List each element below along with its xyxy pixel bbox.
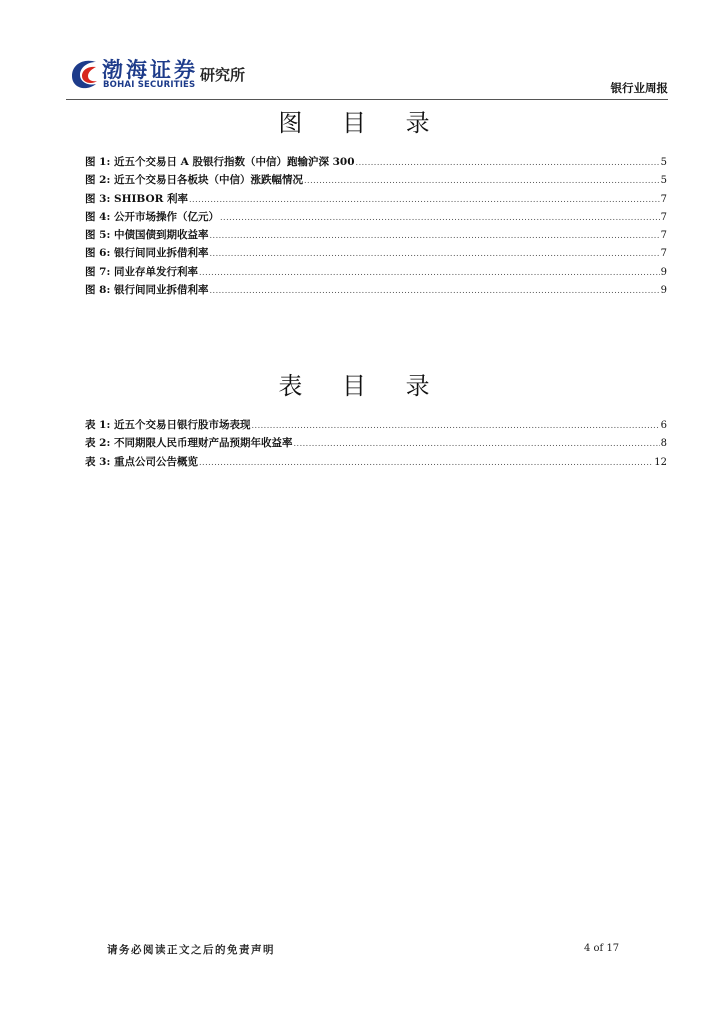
toc-entry-page: 7	[660, 193, 667, 205]
disclaimer-note: 请务必阅读正文之后的免责声明	[107, 944, 275, 956]
toc-entry-page: 7	[660, 230, 667, 242]
toc-entry-page: 7	[660, 211, 667, 223]
toc-entry-page: 5	[660, 175, 667, 187]
toc-entry-label: 图 3: SHIBOR 利率	[85, 192, 189, 205]
toc-leader-dots	[199, 268, 660, 277]
toc-entry-label: 图 8: 银行间同业拆借利率	[85, 284, 209, 297]
page-header	[66, 50, 668, 100]
toc-leader-dots	[220, 213, 660, 222]
toc-entry[interactable]	[85, 264, 667, 282]
table-list-title: 表 目 录	[278, 372, 446, 400]
table-list	[85, 417, 667, 472]
toc-entry[interactable]	[85, 417, 667, 435]
brand-name-en: BOHAI SECURITIES	[103, 80, 196, 90]
toc-leader-dots	[189, 195, 660, 204]
toc-entry-page: 9	[660, 285, 667, 297]
toc-entry[interactable]	[85, 227, 667, 245]
toc-leader-dots	[304, 176, 660, 185]
toc-entry[interactable]	[85, 435, 667, 453]
toc-entry-label: 图 1: 近五个交易日 A 股银行指数（中信）跑输沪深 300	[85, 156, 355, 168]
toc-entry-label: 图 7: 同业存单发行利率	[85, 265, 198, 278]
toc-entry-label: 表 3: 重点公司公告概览	[85, 455, 198, 468]
toc-entry[interactable]	[85, 209, 667, 227]
toc-entry-label: 图 4: 公开市场操作（亿元）	[85, 210, 219, 223]
toc-leader-dots	[199, 458, 653, 467]
toc-entry[interactable]	[85, 245, 667, 263]
toc-entry[interactable]	[85, 191, 667, 209]
toc-entry-page: 5	[660, 157, 667, 168]
toc-entry[interactable]	[85, 172, 667, 190]
institute-name: 研究所	[200, 66, 246, 84]
toc-entry-label: 图 2: 近五个交易日各板块（中信）涨跌幅情况	[85, 174, 303, 187]
toc-entry-page: 7	[660, 248, 667, 260]
toc-entry-page: 6	[660, 420, 667, 431]
toc-leader-dots	[252, 421, 660, 430]
report-type: 银行业周报	[610, 81, 668, 95]
toc-entry[interactable]	[85, 154, 667, 172]
figure-list	[85, 154, 667, 300]
toc-entry[interactable]	[85, 454, 667, 472]
figure-list-title: 图 目 录	[278, 109, 446, 137]
toc-entry-label: 表 2: 不同期限人民币理财产品预期年收益率	[85, 437, 293, 450]
toc-leader-dots	[210, 249, 660, 258]
toc-entry-label: 图 6: 银行间同业拆借利率	[85, 247, 209, 260]
toc-entry[interactable]	[85, 282, 667, 300]
toc-leader-dots	[210, 286, 660, 295]
page-number: 4 of 17	[584, 943, 620, 954]
toc-leader-dots	[210, 231, 660, 240]
toc-entry-page: 12	[654, 456, 667, 468]
toc-leader-dots	[294, 439, 660, 448]
header-divider	[66, 99, 668, 100]
toc-entry-label: 表 1: 近五个交易日银行股市场表现	[85, 419, 251, 431]
toc-leader-dots	[356, 158, 660, 167]
toc-entry-label: 图 5: 中债国债到期收益率	[85, 229, 209, 242]
toc-entry-page: 9	[660, 266, 667, 278]
brand-name-cn: 渤海证券	[102, 57, 198, 82]
toc-entry-page: 8	[660, 438, 667, 450]
